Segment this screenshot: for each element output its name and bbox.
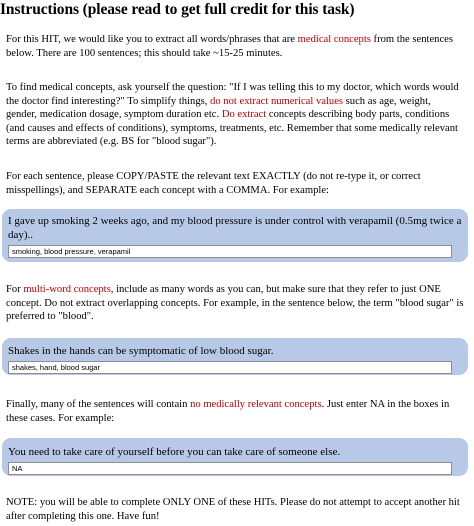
example-sentence-3: You need to take care of yourself before you can take care of someone else. [8,446,341,458]
no-relevant-concepts-highlight: no medically relevant concepts [190,399,322,410]
example-sentence-2: Shakes in the hands can be symptomatic of low blood sugar. [8,345,274,357]
example-box-3 [2,438,468,476]
intro-paragraph: For this HIT, we would like you to extract all words/phrases that are medical concepts from the sentences below. There are 100 sentences; this should take ~15-25 minutes. [6,34,453,59]
multi-word-paragraph: For multi-word concepts, include as many words as you can, but make sure that they refer to just ONE concept. Do not extract overlapping concepts. For example, in the sentence below, the term "blood sugar" is preferred to "blood". [6,284,464,323]
example-box-2 [2,338,468,375]
page-title: Instructions (please read to get full credit for this task) [0,1,355,18]
no-numerical-highlight: do not extract numerical values [210,95,344,107]
find-concepts-paragraph: To find medical concepts, ask yourself the question: "If I was telling this to my doctor, which words would the doctor find interesting?" To simplify things, do not extract numerical values such as age, weight, gender, medication dosage, symptom duration etc. Do extract concepts describing body parts, conditions (and causes and effects of conditions), symptoms, treatments, etc. Remember that some medically relevant terms are abbreviated (e.g. BS for "blood sugar"). [6,82,459,148]
example-sentence-1: I gave up smoking 2 weeks ago, and my blood pressure is under control with verapamil (0.5mg twice a day).. [8,215,462,241]
note-paragraph: NOTE: you will be able to complete ONLY ONE of these HITs. Please do not attempt to accept another hit after completing this one. Have fun! [6,497,460,522]
finally-paragraph: Finally, many of the sentences will contain no medically relevant concepts. Just enter NA in the boxes in these cases. For example: [6,399,450,424]
do-extract-highlight: Do extract [221,109,267,121]
example-box-1 [2,209,468,262]
example-answer-input-2[interactable] [8,361,452,374]
multi-word-highlight: multi-word concepts [23,284,111,295]
example-answer-input-1[interactable] [8,245,452,258]
copy-paste-instruction: For each sentence, please COPY/PASTE the relevant text EXACTLY (do not re-type it, or correct misspellings), and SEPARATE each concept with a COMMA. For example: [6,171,421,196]
example-answer-input-3[interactable] [8,462,452,475]
medical-concepts-highlight: medical concepts [297,34,371,45]
